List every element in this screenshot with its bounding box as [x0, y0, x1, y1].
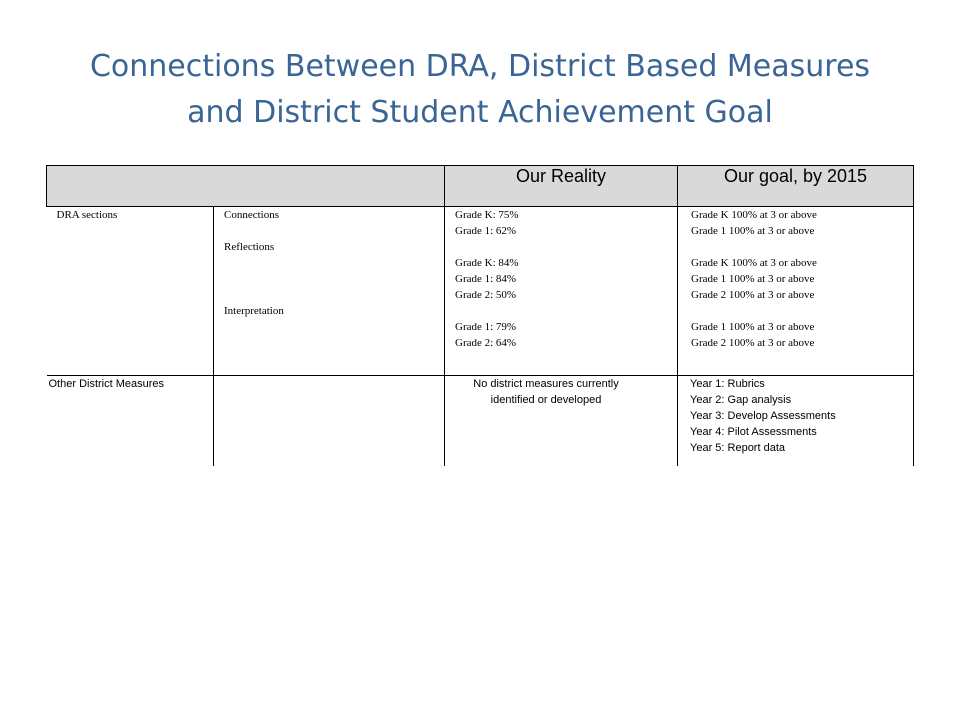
goal-interpretation-grade-2: Grade 2 100% at 3 or above — [691, 337, 815, 349]
reality-connections-grade-k: Grade K: 75% — [455, 209, 519, 221]
goal-interpretation-grade-1: Grade 1 100% at 3 or above — [691, 321, 815, 333]
header-blank-cell — [47, 166, 445, 207]
reality-interpretation-grade-2: Grade 2: 64% — [455, 337, 517, 349]
goal-year-3: Year 3: Develop Assessments — [690, 410, 836, 422]
dra-reality-values — [445, 207, 678, 376]
goal-year-5: Year 5: Report data — [690, 442, 785, 454]
dra-sections-label: DRA sections — [47, 207, 214, 376]
other-district-measures-row — [47, 376, 914, 467]
other-reality-line-2: identified or developed — [490, 394, 602, 406]
section-interpretation: Interpretation — [224, 305, 284, 317]
goal-year-1: Year 1: Rubrics — [690, 378, 765, 390]
other-measures-empty-cell — [214, 376, 445, 467]
dra-sections-row — [47, 207, 914, 376]
slide-title — [40, 44, 920, 136]
goal-connections-grade-1: Grade 1 100% at 3 or above — [691, 225, 815, 237]
goal-year-4: Year 4: Pilot Assessments — [690, 426, 817, 438]
slide-title-line-2: and District Student Achievement Goal — [187, 95, 773, 130]
goal-reflections-grade-k: Grade K 100% at 3 or above — [691, 257, 817, 269]
header-our-reality: Our Reality — [445, 166, 678, 207]
slide-title-line-1: Connections Between DRA, District Based Measures — [89, 49, 871, 84]
other-measures-goal — [678, 376, 914, 467]
goal-connections-grade-k: Grade K 100% at 3 or above — [691, 209, 817, 221]
header-row — [47, 166, 914, 207]
other-measures-reality — [445, 376, 678, 467]
connections-table — [46, 165, 914, 466]
goal-reflections-grade-2: Grade 2 100% at 3 or above — [691, 289, 815, 301]
goal-reflections-grade-1: Grade 1 100% at 3 or above — [691, 273, 815, 285]
dra-sections-list — [214, 207, 445, 376]
reality-reflections-grade-k: Grade K: 84% — [455, 257, 519, 269]
header-our-goal: Our goal, by 2015 — [678, 166, 914, 207]
section-reflections: Reflections — [224, 241, 275, 253]
other-measures-label: Other District Measures — [47, 376, 214, 467]
goal-year-2: Year 2: Gap analysis — [690, 394, 792, 406]
reality-connections-grade-1: Grade 1: 62% — [455, 225, 517, 237]
other-reality-line-1: No district measures currently — [473, 378, 619, 390]
dra-goal-values — [678, 207, 914, 376]
reality-reflections-grade-2: Grade 2: 50% — [455, 289, 517, 301]
section-connections: Connections — [224, 209, 279, 221]
reality-interpretation-grade-1: Grade 1: 79% — [455, 321, 517, 333]
reality-reflections-grade-1: Grade 1: 84% — [455, 273, 517, 285]
